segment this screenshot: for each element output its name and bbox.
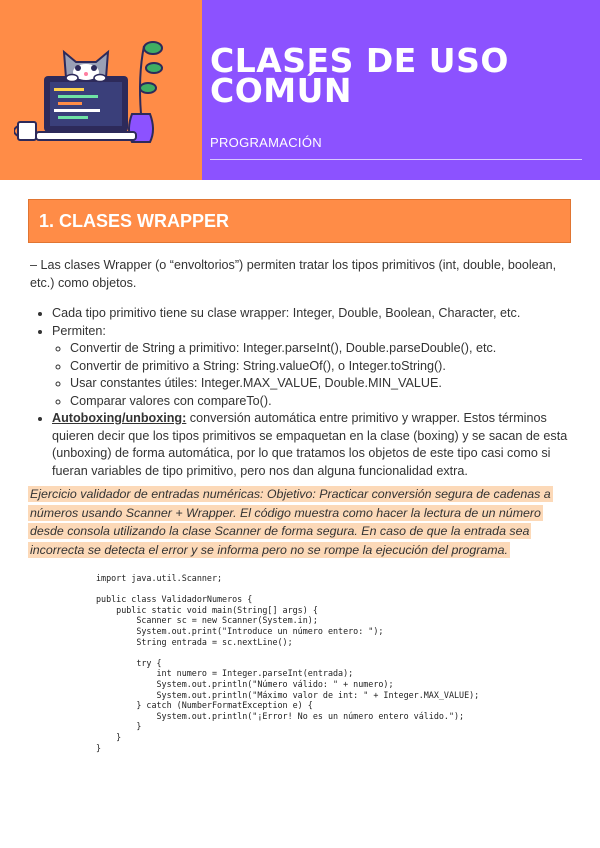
intro-paragraph: – Las clases Wrapper (o “envoltorios”) permiten tratar los tipos primitivos (int, double, boolean, etc.) como objetos. bbox=[30, 258, 557, 290]
sub-list-item: ◦ Convertir de primitivo a String: String.valueOf(), o Integer.toString(). bbox=[70, 358, 570, 376]
code-line: } catch (NumberFormatException e) { bbox=[96, 700, 313, 711]
code-line: import java.util.Scanner; bbox=[96, 573, 223, 583]
code-line bbox=[96, 647, 479, 658]
sub-bullet-list bbox=[52, 340, 570, 410]
sub-list-item: ◦ Comparar valores con compareTo(). bbox=[70, 393, 570, 411]
list-item-text: Cada tipo primitivo tiene su clase wrapper: Integer, Double, Boolean, Character, etc. bbox=[52, 306, 521, 320]
code-line: public class ValidadorNumeros { bbox=[96, 594, 253, 605]
code-line: } bbox=[96, 721, 142, 732]
bullet-list bbox=[30, 305, 570, 480]
code-line: int numero = Integer.parseInt(entrada); bbox=[96, 668, 354, 679]
code-line: System.out.println("Número válido: " + numero); bbox=[96, 678, 394, 689]
list-item-text: Permiten: bbox=[52, 323, 106, 338]
code-line: } bbox=[96, 731, 122, 742]
exercise-callout bbox=[28, 485, 568, 559]
code-line bbox=[96, 584, 479, 595]
cat-laptop-illustration bbox=[14, 36, 190, 148]
code-line: System.out.println("¡Error! No es un número entero válido."); bbox=[96, 710, 465, 721]
list-item bbox=[52, 305, 570, 323]
section-body bbox=[30, 257, 570, 480]
code-line: } bbox=[96, 742, 102, 753]
code-line: Scanner sc = new Scanner(System.in); bbox=[96, 615, 318, 626]
sub-list-item: ◦ Usar constantes útiles: Integer.MAX_VALUE, Double.MIN_VALUE. bbox=[70, 375, 570, 393]
code-block bbox=[96, 573, 479, 753]
page-title-line1: CLASES DE USO bbox=[210, 41, 509, 80]
code-line: try { bbox=[96, 657, 162, 668]
code-line: System.out.println("Máximo valor de int: " + Integer.MAX_VALUE); bbox=[96, 689, 480, 700]
sub-list-item: ◦ Convertir de String a primitivo: Integer.parseInt(), Double.parseDouble(), etc. bbox=[70, 340, 570, 358]
page-title-line2: COMÚN bbox=[210, 71, 353, 110]
section-header bbox=[28, 199, 571, 243]
list-item bbox=[52, 323, 570, 411]
page-title bbox=[210, 41, 580, 110]
code-line: public static void main(String[] args) { bbox=[96, 604, 318, 615]
exercise-text: Ejercicio validador de entradas numéricas: Objetivo: Practicar conversión segura de cadenas a números usando Scanner + Wrapper. El código muestra como hacer la lectura de un número desde consola utilizando la clase Scanner de forma segura. En caso de que la entrada sea incorrecta se detecta el error y se informa pero no se rompe la ejecución del programa. bbox=[30, 487, 551, 557]
page-subtitle: PROGRAMACIÓN bbox=[210, 135, 322, 150]
header-divider bbox=[210, 159, 582, 160]
list-item bbox=[52, 410, 570, 480]
code-line: String entrada = sc.nextLine(); bbox=[96, 636, 293, 647]
autoboxing-term: Autoboxing/unboxing: bbox=[52, 411, 187, 425]
code-line: System.out.print("Introduce un número entero: "); bbox=[96, 625, 384, 636]
section-title: 1. CLASES WRAPPER bbox=[39, 211, 230, 231]
list-item-text: conversión automática entre primitivo y wrapper. Estos términos quieren decir que los tipos primitivos se empaquetan en la clase (boxing) y se sacan de esta (unboxing) de forma automática, por lo que tratamos los objetos de este tipo casi como si fueran variables de tipo primitivo, pero nos dan alguna funcionalidad extra. bbox=[52, 411, 568, 478]
